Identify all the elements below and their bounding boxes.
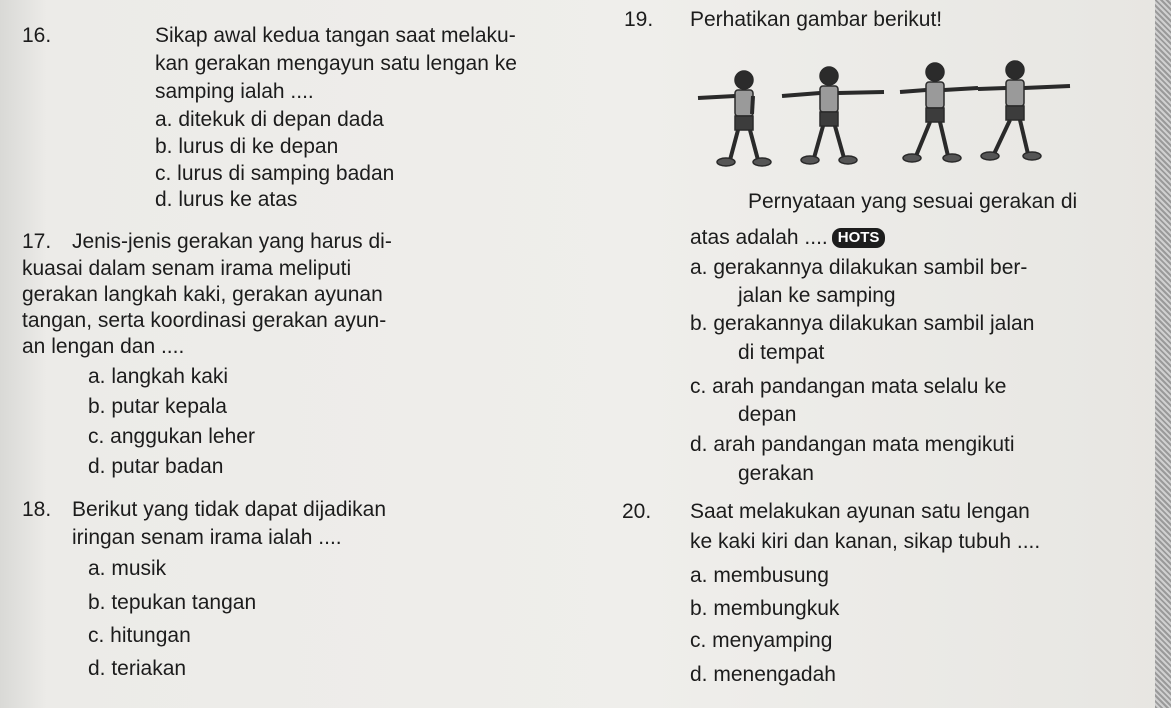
q18-option-c: c. hitungan xyxy=(88,624,191,647)
q16-text-line3: samping ialah .... xyxy=(155,80,314,103)
q17-option-b: b. putar kepala xyxy=(88,395,227,418)
gymnast-figure-2 xyxy=(782,67,884,164)
q19-statement-line2 xyxy=(690,226,885,250)
q16-text-line2: kan gerakan mengayun satu lengan ke xyxy=(155,52,517,75)
q19-text-line1: Perhatikan gambar berikut! xyxy=(690,8,943,31)
gymnast-figure-1 xyxy=(698,71,771,166)
q20-number: 20. xyxy=(622,500,652,523)
q19-statement-line1: Pernyataan yang sesuai gerakan di xyxy=(748,190,1078,213)
q18-option-b: b. tepukan tangan xyxy=(88,591,257,614)
hots-badge: HOTS xyxy=(832,228,886,248)
q18-text-line1: Berikut yang tidak dapat dijadikan xyxy=(72,498,387,521)
q19-option-c-line1: c. arah pandangan mata selalu ke xyxy=(690,375,1007,398)
q20-text-line1: Saat melakukan ayunan satu lengan xyxy=(690,500,1030,523)
q20-text-line2: ke kaki kiri dan kanan, sikap tubuh .... xyxy=(690,530,1041,553)
q16-text-line1: Sikap awal kedua tangan saat melaku- xyxy=(155,24,516,47)
q18-option-d: d. teriakan xyxy=(88,657,187,680)
q19-option-a-line2: jalan ke samping xyxy=(738,284,896,307)
q19-option-a-line1: a. gerakannya dilakukan sambil ber- xyxy=(690,256,1028,279)
q20-option-c: c. menyamping xyxy=(690,629,833,652)
q16-option-d: d. lurus ke atas xyxy=(155,188,298,211)
gymnastics-illustration xyxy=(686,36,1158,186)
q17-text-line1: Jenis-jenis gerakan yang harus di- xyxy=(72,230,392,253)
q17-option-c: c. anggukan leher xyxy=(88,425,255,448)
gymnast-figure-4 xyxy=(978,61,1070,160)
q17-option-d: d. putar badan xyxy=(88,455,224,478)
q17-text-line5: an lengan dan .... xyxy=(22,335,185,358)
q16-option-b: b. lurus di ke depan xyxy=(155,135,339,158)
q17-number: 17. xyxy=(22,230,52,253)
q19-option-b-line2: di tempat xyxy=(738,341,825,364)
q19-option-d-line1: d. arah pandangan mata mengikuti xyxy=(690,433,1015,456)
q17-text-line2: kuasai dalam senam irama meliputi xyxy=(22,257,352,280)
q18-number: 18. xyxy=(22,498,52,521)
q20-option-d: d. menengadah xyxy=(690,663,836,686)
q18-option-a: a. musik xyxy=(88,557,167,580)
q17-text-line4: tangan, serta koordinasi gerakan ayun- xyxy=(22,309,387,332)
q18-text-line2: iringan senam irama ialah .... xyxy=(72,526,342,549)
q19-option-c-line2: depan xyxy=(738,403,797,426)
q17-text-line3: gerakan langkah kaki, gerakan ayunan xyxy=(22,283,383,306)
q17-option-a: a. langkah kaki xyxy=(88,365,229,388)
q19-option-d-line2: gerakan xyxy=(738,462,814,485)
q20-option-b: b. membungkuk xyxy=(690,597,840,620)
q20-option-a: a. membusung xyxy=(690,564,829,587)
q16-option-c: c. lurus di samping badan xyxy=(155,162,395,185)
q16-option-a: a. ditekuk di depan dada xyxy=(155,108,384,131)
q19-number: 19. xyxy=(624,8,654,31)
q19-statement-text: atas adalah .... xyxy=(690,226,828,249)
q19-option-b-line1: b. gerakannya dilakukan sambil jalan xyxy=(690,312,1035,335)
gymnast-figure-3 xyxy=(900,63,978,162)
q16-number: 16. xyxy=(22,24,52,47)
